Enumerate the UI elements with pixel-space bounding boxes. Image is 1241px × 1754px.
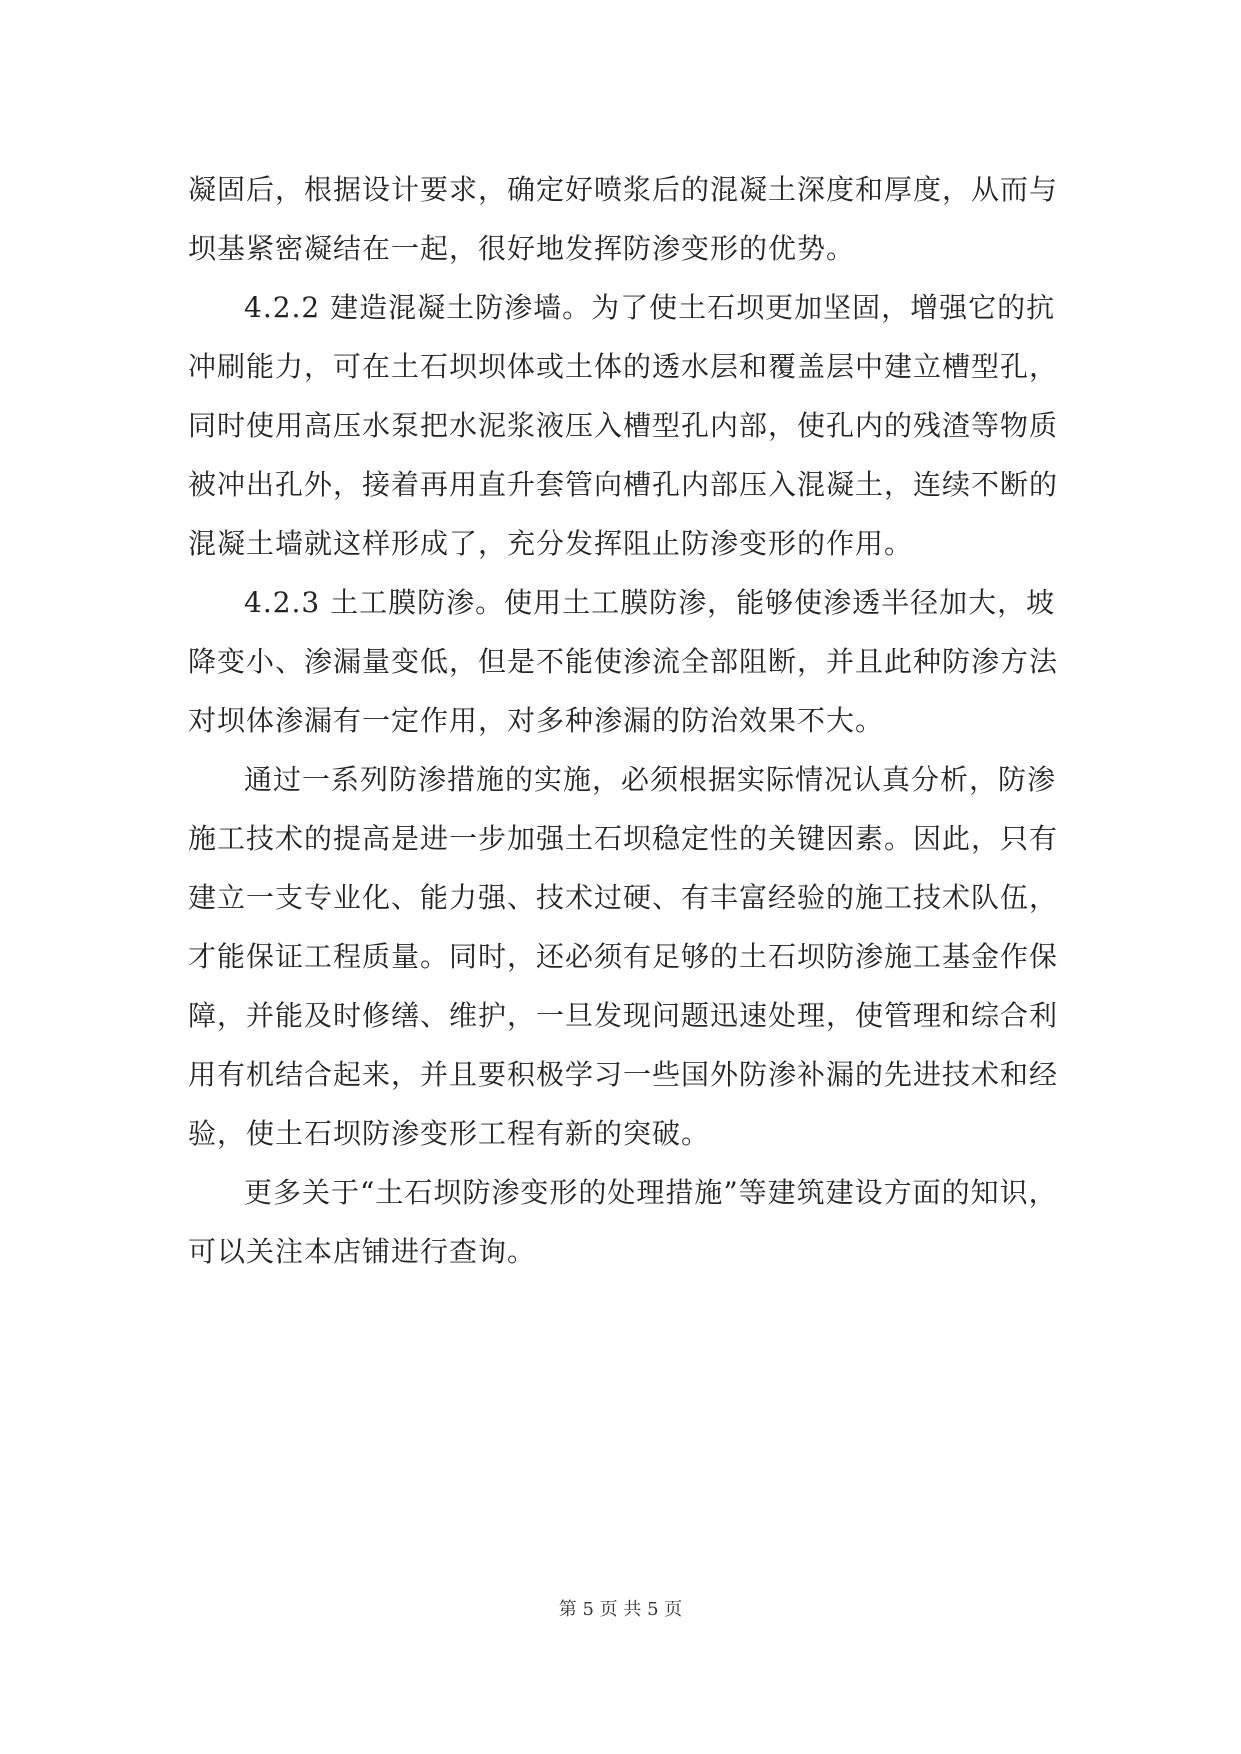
text-line: 可以关注本店铺进行查询。: [188, 1235, 537, 1268]
paragraph-3: [188, 573, 1064, 750]
paragraph-1: [188, 160, 1064, 278]
page-number-footer: 第 5 页 共 5 页: [558, 1599, 683, 1620]
text-line: 验，使土石坝防渗变形工程有新的突破。: [188, 1117, 711, 1150]
text-line: 同时使用高压水泵把水泥浆液压入槽型孔内部，使孔内的残渣等物质: [188, 409, 1059, 442]
text-line: 用有机结合起来，并且要积极学习一些国外防渗补漏的先进技术和经: [188, 1058, 1059, 1091]
text-line: 才能保证工程质量。同时，还必须有足够的土石坝防渗施工基金作保: [188, 940, 1059, 973]
text-line: 被冲出孔外，接着再用直升套管向槽孔内部压入混凝土，连续不断的: [188, 468, 1059, 501]
text-line: 通过一系列防渗措施的实施，必须根据实际情况认真分析，防渗: [244, 763, 1057, 796]
text-line: 凝固后，根据设计要求，确定好喷浆后的混凝土深度和厚度，从而与: [188, 173, 1059, 206]
text-line: 更多关于“土石坝防渗变形的处理措施”等建筑建设方面的知识，: [244, 1176, 1058, 1209]
text-line: 冲刷能力，可在土石坝坝体或土体的透水层和覆盖层中建立槽型孔，: [188, 350, 1059, 383]
paragraph-5: [188, 1163, 1064, 1281]
text-line: 4.2.2 建造混凝土防渗墙。为了使土石坝更加坚固，增强它的抗: [244, 291, 1056, 324]
paragraph-2: [188, 278, 1064, 573]
text-line: 施工技术的提高是进一步加强土石坝稳定性的关键因素。因此，只有: [188, 822, 1059, 855]
text-line: 对坝体渗漏有一定作用，对多种渗漏的防治效果不大。: [188, 704, 885, 737]
text-line: 降变小、渗漏量变低，但是不能使渗流全部阻断，并且此种防渗方法: [188, 645, 1059, 678]
text-line: 混凝土墙就这样形成了，充分发挥阻止防渗变形的作用。: [188, 527, 914, 560]
text-line: 坝基紧密凝结在一起，很好地发挥防渗变形的优势。: [188, 232, 856, 265]
text-line: 4.2.3 土工膜防渗。使用土工膜防渗，能够使渗透半径加大，坡: [244, 586, 1056, 619]
text-line: 建立一支专业化、能力强、技术过硬、有丰富经验的施工技术队伍，: [188, 881, 1059, 914]
text-line: 障，并能及时修缮、维护，一旦发现问题迅速处理，使管理和综合利: [188, 999, 1059, 1032]
document-body: [188, 160, 1064, 1281]
paragraph-4: [188, 750, 1064, 1163]
